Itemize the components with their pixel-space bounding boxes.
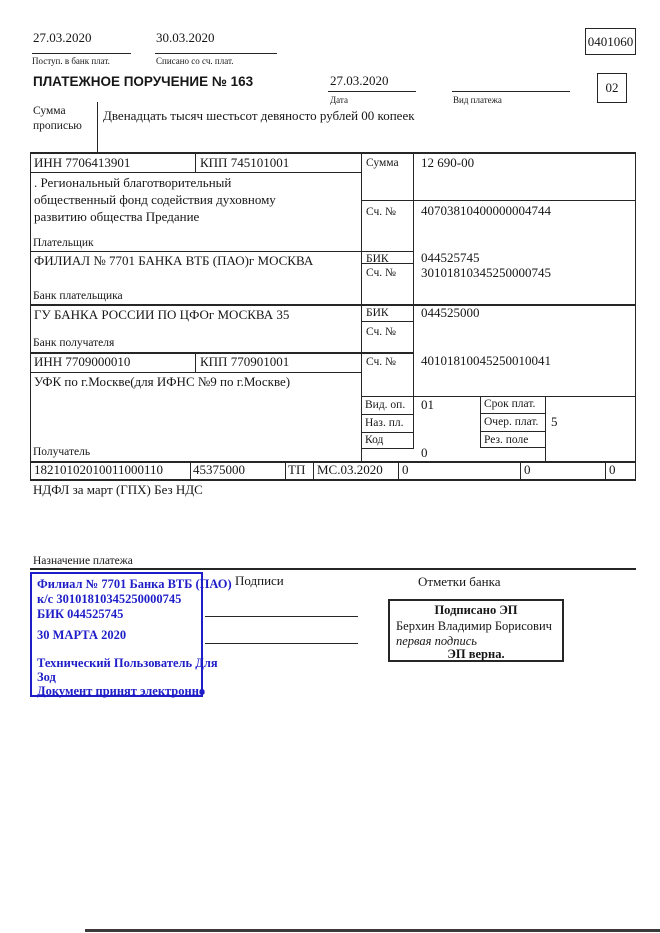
payee-kpp: КПП 770901001: [200, 354, 290, 369]
table-border: [480, 413, 545, 414]
op-type-label: Вид. оп.: [365, 399, 406, 411]
payment-basis-label: Наз. пл.: [365, 417, 404, 429]
table-border: [361, 152, 362, 462]
payee-name: УФК по г.Москве(для ИФНС №9 по г.Москве): [34, 374, 291, 389]
payee-bank-account-label: Сч. №: [366, 326, 397, 338]
reserve-field-label: Рез. поле: [484, 434, 529, 446]
table-border: [195, 152, 196, 173]
amount-words-label-1: Сумма: [33, 105, 66, 117]
tax-payment-type: 0: [609, 462, 616, 477]
payment-kind-box: [597, 73, 627, 103]
stamp-line: БИК 044525745: [37, 607, 124, 621]
payer-bank-account: 30101810345250000745: [421, 265, 551, 280]
tax-oktmo: 45375000: [193, 462, 245, 477]
stamp-line: 30 МАРТА 2020: [37, 628, 127, 642]
ep-signed: Подписано ЭП: [434, 603, 518, 617]
tax-kbk: 18210102010011000110: [34, 462, 164, 477]
doc-title: ПЛАТЕЖНОЕ ПОРУЧЕНИЕ № 163: [33, 74, 254, 89]
table-border: [361, 414, 413, 415]
payment-kind-code: 02: [605, 80, 619, 95]
table-border: [190, 461, 191, 480]
amount-words-divider: [97, 102, 98, 152]
table-border: [545, 396, 546, 462]
ep-signature-note: первая подпись: [396, 634, 477, 648]
table-border: [361, 432, 413, 433]
table-border: [30, 479, 636, 481]
payee-bank-bik-label: БИК: [366, 307, 389, 319]
payer-name-line: развитию общества Предание: [34, 209, 200, 224]
table-border: [30, 152, 31, 481]
code-label: Код: [365, 434, 384, 446]
table-border: [398, 461, 399, 480]
payee-account-label: Сч. №: [366, 356, 397, 368]
debited-date: 30.03.2020: [156, 30, 215, 45]
tax-doc-number: 0: [402, 462, 409, 477]
payer-account-label: Сч. №: [366, 206, 397, 218]
doc-date-underline: [328, 91, 416, 92]
stamp-line: к/с 30101810345250000745: [37, 592, 182, 606]
table-border: [285, 461, 286, 480]
amount-words-value: Двенадцать тысяч шестьсот девяносто рублей 00 копеек: [103, 108, 415, 123]
bank-marks-title: Отметки банка: [418, 574, 501, 589]
purpose-label: Назначение платежа: [33, 555, 133, 567]
payer-name-line: общественный фонд содействия духовному: [34, 192, 276, 207]
payer-label: Плательщик: [33, 237, 94, 249]
table-border: [361, 200, 635, 201]
table-border: [635, 152, 636, 481]
payer-bank-bik-label: БИК: [366, 253, 389, 265]
payment-type-label: Вид платежа: [453, 95, 502, 105]
table-border: [605, 461, 606, 480]
payer-bank-name: ФИЛИАЛ № 7701 БАНКА ВТБ (ПАО)г МОСКВА: [34, 253, 314, 268]
doc-date: 27.03.2020: [330, 73, 389, 88]
debited-label: Списано со сч. плат.: [156, 56, 234, 66]
payee-bank-label: Банк получателя: [33, 337, 115, 349]
stamp-line: Документ принят электронно: [37, 684, 206, 698]
payer-name-line: . Региональный благотворительный: [34, 175, 232, 190]
table-border: [413, 152, 414, 449]
table-border: [361, 448, 413, 449]
stamp-line: Зод: [37, 670, 56, 684]
payer-bank-label: Банк плательщика: [33, 290, 123, 302]
amount-words-label-2: прописью: [33, 120, 82, 132]
scan-artifact: [85, 929, 660, 932]
signature-line: [205, 643, 358, 644]
payer-inn: ИНН 7706413901: [34, 155, 131, 170]
table-border: [520, 461, 521, 480]
table-border: [313, 461, 314, 480]
payment-type-underline: [452, 91, 570, 92]
signatures-title: Подписи: [235, 573, 284, 588]
payee-bank-name: ГУ БАНКА РОССИИ ПО ЦФОг МОСКВА 35: [34, 307, 290, 322]
date-label: Дата: [330, 95, 348, 105]
tax-basis: ТП: [288, 462, 306, 477]
payer-account: 40703810400000004744: [421, 203, 551, 218]
table-border: [30, 251, 413, 252]
ep-signer-name: Берхин Владимир Борисович: [396, 619, 552, 633]
payer-kpp: КПП 745101001: [200, 155, 290, 170]
form-code: 0401060: [587, 34, 634, 49]
op-type-value: 01: [421, 397, 434, 412]
due-date-label: Срок плат.: [484, 398, 536, 410]
table-border: [30, 304, 636, 306]
payer-bank-bik: 044525745: [421, 250, 480, 265]
received-label: Поступ. в банк плат.: [32, 56, 110, 66]
debited-underline: [155, 53, 277, 54]
payee-label: Получатель: [33, 446, 91, 458]
payer-bank-account-label: Сч. №: [366, 267, 397, 279]
stamp-line: Филиал № 7701 Банка ВТБ (ПАО): [37, 577, 232, 591]
received-date: 27.03.2020: [33, 30, 92, 45]
sum-label: Сумма: [366, 157, 399, 169]
form-code-box: [585, 28, 636, 55]
payee-inn: ИНН 7709000010: [34, 354, 131, 369]
tax-period: МС.03.2020: [317, 462, 383, 477]
payee-bank-bik: 044525000: [421, 305, 480, 320]
purpose-divider: [30, 568, 636, 570]
stamp-line: Технический Пользователь Для: [37, 656, 218, 670]
table-border: [30, 152, 636, 154]
signature-line: [205, 616, 358, 617]
ep-valid: ЭП верна.: [447, 647, 505, 661]
payee-account: 40101810045250010041: [421, 353, 551, 368]
code-value: 0: [421, 445, 428, 460]
received-underline: [32, 53, 131, 54]
priority-value: 5: [551, 414, 558, 429]
tax-doc-date: 0: [524, 462, 531, 477]
priority-label: Очер. плат.: [484, 416, 539, 428]
table-border: [480, 431, 545, 432]
purpose-text: НДФЛ за март (ГПХ) Без НДС: [33, 482, 203, 497]
table-border: [195, 352, 196, 373]
table-border: [480, 396, 481, 448]
sum-value: 12 690-00: [421, 155, 475, 170]
table-border: [361, 396, 635, 397]
table-border: [361, 321, 413, 322]
